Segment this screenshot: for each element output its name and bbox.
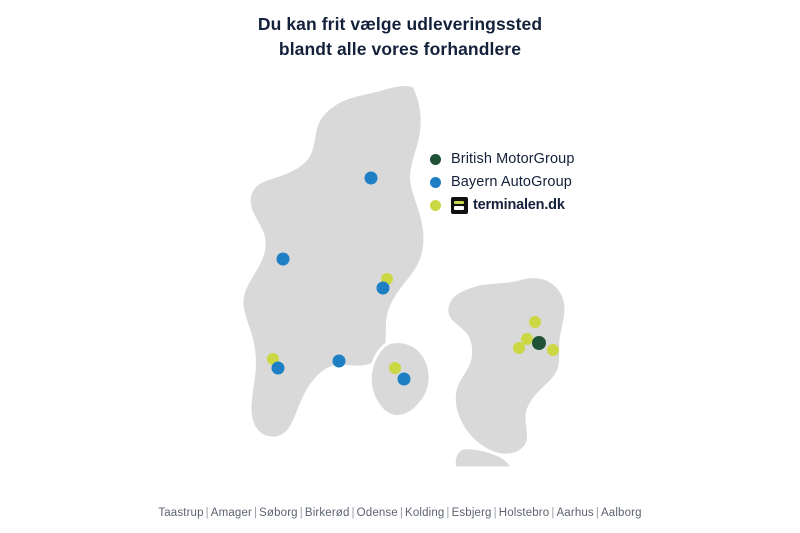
marker-bayern-1[interactable] [365, 172, 378, 185]
terminalen-logo-icon [451, 197, 468, 214]
city-separator: | [399, 507, 403, 519]
page-title [0, 12, 800, 63]
marker-terminalen-6[interactable] [513, 342, 525, 354]
city-separator: | [253, 507, 258, 519]
legend-dot-icon-british [430, 154, 441, 165]
marker-bayern-2[interactable] [277, 253, 290, 266]
marker-british-1[interactable] [532, 336, 546, 350]
legend-label-terminalen: terminalen.dk [473, 197, 565, 213]
city-item: Amager [210, 507, 252, 519]
map-landmass [242, 85, 566, 468]
marker-bayern-6[interactable] [398, 373, 411, 386]
city-separator: | [351, 507, 355, 519]
city-separator: | [446, 507, 450, 519]
legend-dot-icon-terminalen [430, 200, 441, 211]
city-separator: | [205, 507, 209, 519]
city-item: Holstebro [498, 507, 550, 519]
legend-dot-icon-bayern [430, 177, 441, 188]
legend-label-bayern: Bayern AutoGroup [451, 174, 572, 190]
page-title-line-2: blandt alle vores forhandlere [278, 39, 522, 60]
legend-item-bayern-autogroup[interactable] [430, 171, 650, 193]
city-item: Birkerød [304, 507, 350, 519]
city-item: Odense [356, 507, 398, 519]
city-item: Taastrup [158, 507, 204, 519]
terminalen-logo [451, 197, 565, 214]
city-item: Esbjerg [451, 507, 492, 519]
legend-label-british: British MotorGroup [451, 151, 575, 167]
legend-item-british-motorgroup[interactable] [430, 148, 650, 170]
marker-terminalen-5[interactable] [521, 333, 533, 345]
legend-item-terminalen[interactable] [430, 194, 650, 216]
city-item: Aalborg [600, 507, 642, 519]
city-list [0, 507, 800, 519]
city-item: Aarhus [556, 507, 594, 519]
marker-bayern-4[interactable] [272, 362, 285, 375]
map-legend [430, 148, 650, 217]
map-region-zealand [447, 277, 566, 456]
denmark-map [0, 70, 800, 470]
city-separator: | [595, 507, 599, 519]
marker-terminalen-4[interactable] [529, 316, 541, 328]
city-separator: | [493, 507, 497, 519]
city-item: Søborg [259, 507, 298, 519]
city-separator: | [551, 507, 555, 519]
marker-bayern-5[interactable] [333, 355, 346, 368]
map-svg [0, 70, 800, 470]
marker-terminalen-7[interactable] [547, 344, 559, 356]
marker-terminalen-3[interactable] [389, 362, 401, 374]
city-item: Kolding [405, 507, 445, 519]
city-separator: | [299, 507, 303, 519]
page-title-line-1: Du kan frit vælge udleveringssted [257, 14, 543, 34]
marker-bayern-3[interactable] [377, 282, 390, 295]
